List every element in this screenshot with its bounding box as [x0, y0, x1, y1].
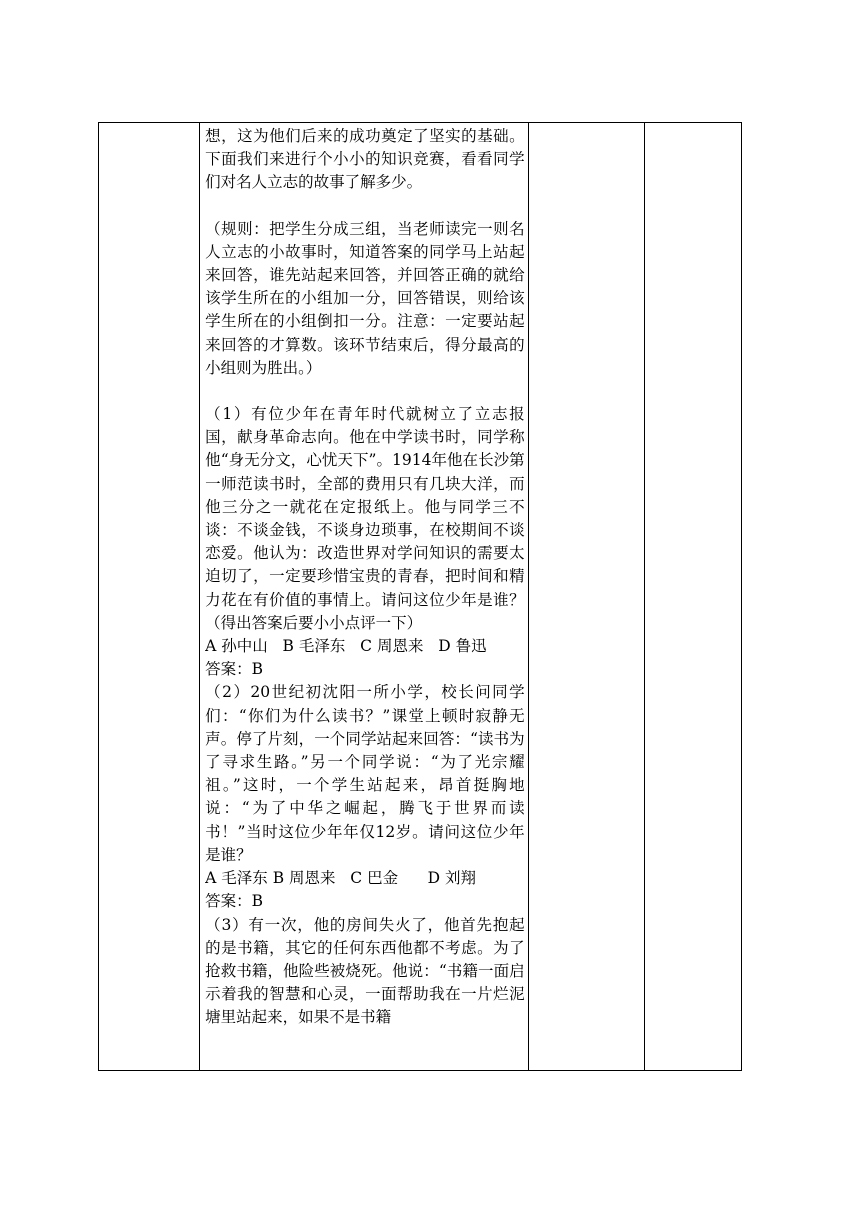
- blank-line: [205, 380, 525, 403]
- question-2-options: A 毛泽东 B 周恩来 C 巴金 D 刘翔: [205, 869, 477, 888]
- paragraph-question-2: （2）20世纪初沈阳一所小学，校长问同学们：“你们为什么读书？”课堂上顿时寂静无声。停了片刻，一个同学站起来回答：“读书为了寻求生路。”另一个同学说：“为了光宗耀祖。”这时，一个学生站起来，昂首挺胸地说：“为了中华之崛起，腾飞于世界而读书！”当时这位少年年仅12岁。请问这位少年是谁？: [205, 683, 525, 864]
- table-cell-content: [200, 123, 529, 1071]
- table-cell-empty-mid: [528, 123, 644, 1071]
- paragraph-intro: 想，这为他们后来的成功奠定了坚实的基础。下面我们来进行个小小的知识竞赛，看看同学们对名人立志的故事了解多少。: [205, 127, 525, 192]
- paragraph-question-1: （1）有位少年在青年时代就树立了立志报国，献身革命志向。他在中学读书时，同学称他“身无分文，心忧天下”。1914年他在长沙第一师范读书时，全部的费用只有几块大洋，而他三分之一就花在定报纸上。他与同学三不谈：不谈金钱，不谈身边琐事，在校期间不谈恋爱。他认为：改造世界对学问知识的需要太迫切了，一定要珍惜宝贵的青春，把时间和精力花在有价值的事情上。请问这位少年是谁？（得出答案后要小小点评一下）: [205, 405, 525, 632]
- paragraph-question-3: （3）有一次，他的房间失火了，他首先抱起的是书籍，其它的任何东西他都不考虑。为了抢救书籍，他险些被烧死。他说：“书籍一面启示着我的智慧和心灵，一面帮助我在一片烂泥塘里站起来，如果不是书籍: [205, 915, 525, 1027]
- paragraph-rules: （规则：把学生分成三组，当老师读完一则名人立志的小故事时，知道答案的同学马上站起来回答，谁先站起来回答，并回答正确的就给该学生所在的小组加一分，回答错误，则给该学生所在的小组倒扣一分。注意：一定要站起来回答的才算数。该环节结束后，得分最高的小组则为胜出。）: [205, 219, 525, 377]
- question-2-answer: 答案：B: [205, 892, 264, 911]
- table-cell-empty-left: [99, 123, 200, 1071]
- question-1-options: A 孙中山 B 毛泽东 C 周恩来 D 鲁迅: [205, 637, 487, 656]
- blank-line: [205, 195, 525, 218]
- question-1-answer: 答案：B: [205, 660, 264, 679]
- table-row: [99, 123, 742, 1071]
- lesson-plan-table: [98, 122, 742, 1071]
- table-cell-empty-right: [644, 123, 741, 1071]
